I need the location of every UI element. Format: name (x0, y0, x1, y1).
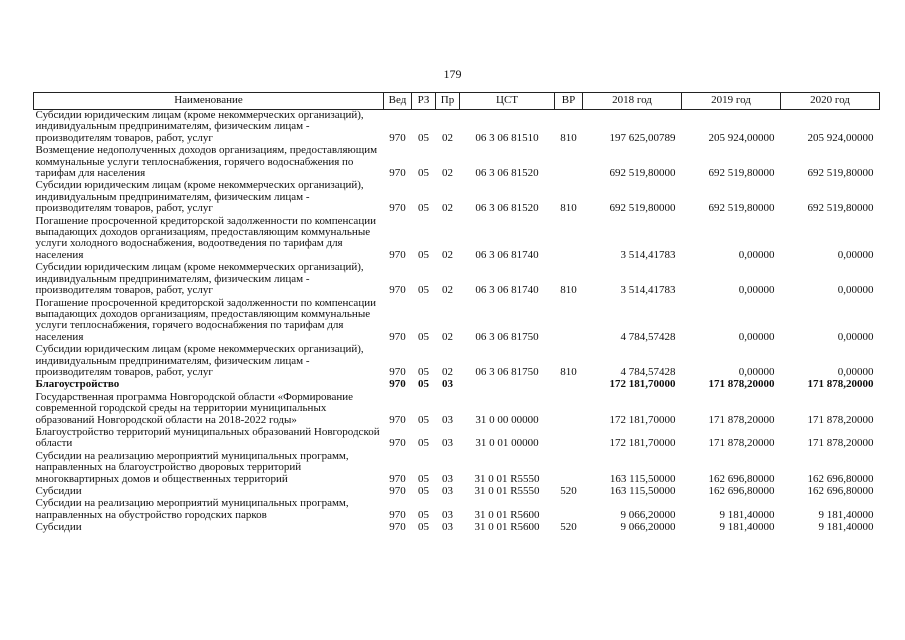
cell-rz: 05 (418, 413, 429, 426)
cell-2019: 9 181,40000 (719, 508, 775, 521)
cell-2020: 205 924,00000 (807, 131, 874, 144)
cell-2018: 9 066,20000 (620, 521, 676, 534)
cell-vr (555, 379, 583, 391)
table-row (34, 427, 880, 451)
cell-2019: 0,00000 (738, 248, 775, 261)
cell-pr: 03 (442, 378, 453, 391)
cell-2019: 162 696,80000 (708, 485, 775, 497)
cell-vr (555, 427, 583, 451)
cell-2019: 0,00000 (738, 284, 775, 297)
cell-ved: 970 (389, 378, 406, 391)
column-header-rz: РЗ (412, 93, 436, 110)
cell-2019: 692 519,80000 (708, 167, 775, 180)
cell-2018: 172 181,70000 (609, 413, 676, 426)
cell-pr: 03 (442, 508, 453, 521)
table-row (34, 216, 880, 263)
cell-name: Благоустройство (35, 378, 120, 391)
cell-ved: 970 (389, 330, 406, 343)
table-header-row (34, 93, 880, 110)
cell-vr: 810 (560, 284, 577, 297)
cell-2018: 197 625,00789 (609, 131, 676, 144)
cell-ved: 970 (389, 472, 406, 485)
budget-table (33, 92, 880, 535)
cell-2019: 171 878,20000 (708, 378, 775, 391)
column-header-name: Наименование (34, 93, 384, 110)
cell-cst: 31 0 00 00000 (475, 413, 539, 426)
column-header-2019: 2019 год (682, 93, 781, 110)
cell-rz: 05 (418, 365, 429, 378)
cell-pr: 02 (442, 330, 453, 343)
cell-vr (555, 498, 583, 522)
cell-2020: 0,00000 (837, 248, 874, 261)
table-row (34, 379, 880, 391)
cell-name: Благоустройство территорий муниципальных образований Новгородской области (35, 425, 380, 450)
cell-ved: 970 (389, 202, 406, 215)
column-header-2020: 2020 год (781, 93, 880, 110)
cell-2020: 171 878,20000 (807, 413, 874, 426)
table-row (34, 298, 880, 345)
cell-pr: 02 (442, 284, 453, 297)
table-row (34, 498, 880, 522)
column-header-ved: Вед (384, 93, 412, 110)
cell-rz: 05 (418, 508, 429, 521)
cell-2020: 692 519,80000 (807, 167, 874, 180)
cell-name: Субсидии юридическим лицам (кроме некоммерческих организаций), индивидуальным предпринимателям, физическим лицам - производителям товаров, работ, услуг (35, 109, 364, 144)
cell-ved: 970 (389, 413, 406, 426)
cell-cst: 31 0 01 R5600 (474, 521, 540, 534)
table-row (34, 180, 880, 215)
cell-pr: 02 (442, 248, 453, 261)
column-header-2018: 2018 год (583, 93, 682, 110)
cell-name: Погашение просроченной кредиторской задолженности по компенсации выпадающих доходов организациям, предоставляющим коммунальные услуги холодного водоснабжения, водоотведения по тарифам для населения (35, 214, 376, 261)
cell-2020: 162 696,80000 (807, 485, 874, 497)
cell-vr (555, 145, 583, 180)
cell-rz: 05 (418, 378, 429, 391)
cell-2018: 172 181,70000 (609, 378, 676, 391)
cell-2018: 692 519,80000 (609, 167, 676, 180)
cell-ved: 970 (389, 167, 406, 180)
cell-rz: 05 (418, 330, 429, 343)
cell-name: Погашение просроченной кредиторской задолженности по компенсации выпадающих доходов организациям, предоставляющим коммунальные услуги теплоснабжения, горячего водоснабжения по тарифам для населения (35, 296, 376, 343)
cell-vr (555, 451, 583, 486)
cell-2018: 3 514,41783 (620, 284, 676, 297)
cell-2019: 205 924,00000 (708, 131, 775, 144)
cell-pr: 02 (442, 131, 453, 144)
cell-2019: 171 878,20000 (708, 413, 775, 426)
cell-rz: 05 (418, 437, 429, 450)
cell-ved: 970 (389, 508, 406, 521)
cell-name: Субсидии юридическим лицам (кроме некоммерческих организаций), индивидуальным предпринимателям, физическим лицам - производителям товаров, работ, услуг (35, 343, 364, 378)
cell-vr: 810 (560, 365, 577, 378)
cell-cst: 31 0 01 00000 (475, 437, 539, 450)
cell-2018: 692 519,80000 (609, 202, 676, 215)
cell-name: Возмещение недополученных доходов организациям, предоставляющим коммунальные услуги теплоснабжения, горячего водоснабжения по тарифам для населения (35, 144, 378, 180)
column-header-vr: ВР (555, 93, 583, 110)
cell-cst: 31 0 01 R5550 (474, 485, 540, 497)
cell-2020: 9 181,40000 (818, 508, 874, 521)
cell-vr (555, 216, 583, 263)
cell-name: Субсидии юридическим лицам (кроме некоммерческих организаций), индивидуальным предпринимателям, физическим лицам - производителям товаров, работ, услуг (35, 179, 364, 215)
page-number: 179 (443, 67, 462, 81)
table-row (34, 110, 880, 146)
cell-ved: 970 (389, 437, 406, 450)
cell-name: Субсидии на реализацию мероприятий муниципальных программ, направленных на обустройство городских парков (35, 497, 349, 521)
cell-pr: 03 (442, 472, 453, 485)
cell-rz: 05 (418, 485, 429, 497)
cell-cst: 06 3 06 81740 (475, 284, 539, 297)
cell-rz: 05 (418, 202, 429, 215)
cell-vr: 810 (560, 202, 577, 215)
table-row (34, 451, 880, 486)
cell-cst: 06 3 06 81520 (475, 202, 539, 215)
table-row (34, 145, 880, 180)
cell-name: Субсидии (35, 485, 82, 497)
cell-name: Субсидии юридическим лицам (кроме некоммерческих организаций), индивидуальным предпринимателям, физическим лицам - производителям товаров, работ, услуг (35, 261, 364, 297)
cell-rz: 05 (418, 284, 429, 297)
cell-ved: 970 (389, 131, 406, 144)
cell-vr (555, 298, 583, 345)
cell-2020: 171 878,20000 (807, 378, 874, 391)
cell-2020: 0,00000 (837, 365, 874, 378)
cell-2018: 3 514,41783 (620, 248, 676, 261)
cell-2020: 692 519,80000 (807, 202, 874, 215)
table-body (34, 110, 880, 535)
cell-cst: 06 3 06 81520 (475, 167, 539, 180)
cell-ved: 970 (389, 365, 406, 378)
cell-2020: 9 181,40000 (818, 521, 874, 534)
cell-name: Государственная программа Новгородской области «Формирование современной городской среды на территории муниципальных образований Новгородской области на 2018-2022 годы» (35, 390, 354, 426)
cell-rz: 05 (418, 248, 429, 261)
cell-pr: 03 (442, 485, 453, 497)
cell-pr: 03 (442, 437, 453, 450)
cell-2018: 172 181,70000 (609, 437, 676, 450)
cell-ved: 970 (389, 485, 406, 497)
cell-vr (555, 392, 583, 427)
cell-ved: 970 (389, 284, 406, 297)
cell-pr: 02 (442, 167, 453, 180)
cell-2020: 162 696,80000 (807, 472, 874, 485)
cell-pr: 02 (442, 365, 453, 378)
cell-2018: 4 784,57428 (620, 330, 676, 343)
cell-vr: 520 (560, 521, 577, 534)
cell-cst: 31 0 01 R5550 (474, 472, 540, 485)
cell-cst (460, 379, 555, 391)
table-row (34, 392, 880, 427)
cell-2018: 163 115,50000 (609, 472, 676, 485)
cell-2019: 162 696,80000 (708, 472, 775, 485)
cell-2020: 0,00000 (837, 284, 874, 297)
cell-2018: 4 784,57428 (620, 365, 676, 378)
cell-name: Субсидии на реализацию мероприятий муниципальных программ, направленных на благоустройство дворовых территорий многоквартирных домов и общественных территорий (35, 449, 349, 485)
cell-2019: 692 519,80000 (708, 202, 775, 215)
cell-2019: 171 878,20000 (708, 437, 775, 450)
table-row (34, 344, 880, 379)
cell-2018: 163 115,50000 (609, 485, 676, 497)
cell-cst: 06 3 06 81750 (475, 330, 539, 343)
cell-2019: 9 181,40000 (719, 521, 775, 534)
cell-cst: 06 3 06 81510 (475, 131, 539, 144)
cell-rz: 05 (418, 472, 429, 485)
cell-ved: 970 (389, 521, 406, 534)
cell-pr: 02 (442, 202, 453, 215)
cell-2019: 0,00000 (738, 330, 775, 343)
cell-name: Субсидии (35, 521, 82, 534)
cell-rz: 05 (418, 167, 429, 180)
column-header-pr: Пр (436, 93, 460, 110)
cell-2018: 9 066,20000 (620, 508, 676, 521)
cell-cst: 06 3 06 81750 (475, 365, 539, 378)
cell-pr: 03 (442, 413, 453, 426)
cell-cst: 31 0 01 R5600 (474, 508, 540, 521)
cell-rz: 05 (418, 131, 429, 144)
cell-cst: 06 3 06 81740 (475, 248, 539, 261)
cell-2020: 171 878,20000 (807, 437, 874, 450)
table-row (34, 522, 880, 534)
cell-vr: 520 (560, 485, 577, 497)
table-row (34, 262, 880, 297)
cell-vr: 810 (560, 131, 577, 144)
cell-2019: 0,00000 (738, 365, 775, 378)
cell-2020: 0,00000 (837, 330, 874, 343)
cell-ved: 970 (389, 248, 406, 261)
column-header-cst: ЦСТ (460, 93, 555, 110)
cell-rz: 05 (418, 521, 429, 534)
cell-pr: 03 (442, 521, 453, 534)
